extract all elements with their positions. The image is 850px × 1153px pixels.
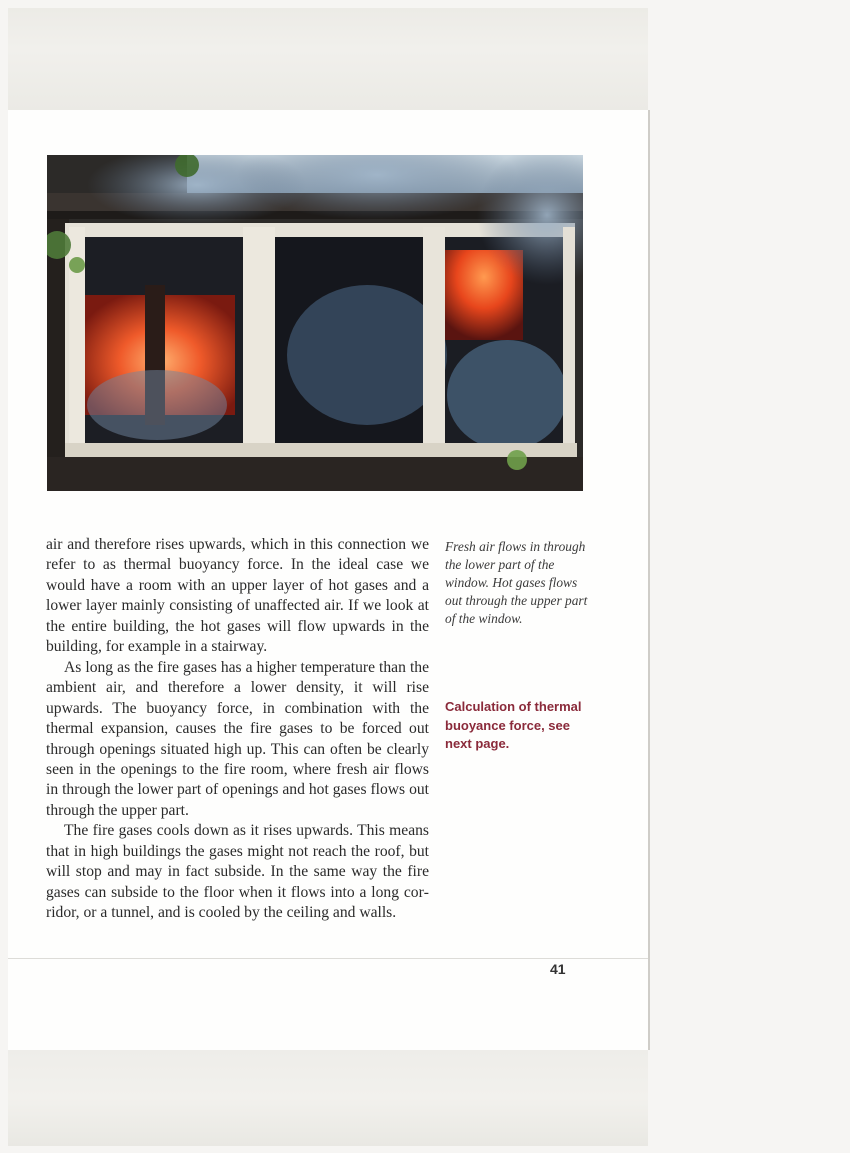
page-number: 41 xyxy=(550,961,566,977)
scan-bottom-margin xyxy=(8,1050,648,1146)
scan-top-margin xyxy=(8,8,648,110)
body-paragraph-1: air and therefore rises upwards, which in this connection we refer to as thermal buoyancy force. In the ideal case we would have a room with an upper layer of hot gases and a lower layer mainly consisting of unaffected air. If we look at the entire building, the hot gases will flow upwards in the building, for example in a stairway. xyxy=(46,536,429,656)
body-paragraph-2: As long as the fire gases has a higher temperature than the ambient air, and therefore a lower density, it will rise upwards. The buoyancy force, in combination with the thermal expansion, causes the fire gases to be forced out through openings situated high up. This can often be clearly seen in the openings to the fire room, where fresh air flows in through the lower part of openings and hot gases flows out through the upper part. xyxy=(46,658,429,819)
burning-window-photo xyxy=(47,155,583,491)
body-text xyxy=(46,535,429,924)
body-paragraph-3: The fire gases cools down as it rises upwards. This means that in high buildings the gases might not reach the roof, but will stop and may in fact subside. In the same way the fire gases can subside to the floor when it flows into a long corridor, or a tunnel, and is cooled by the ceiling and walls. xyxy=(46,822,429,922)
cross-reference-note: Calculation of thermal buoyance force, see next page. xyxy=(445,699,582,751)
photo-caption: Fresh air flows in through the lower part of the window. Hot gases flows out through the upper part of the window. xyxy=(445,539,588,626)
footer-rule xyxy=(8,958,648,959)
